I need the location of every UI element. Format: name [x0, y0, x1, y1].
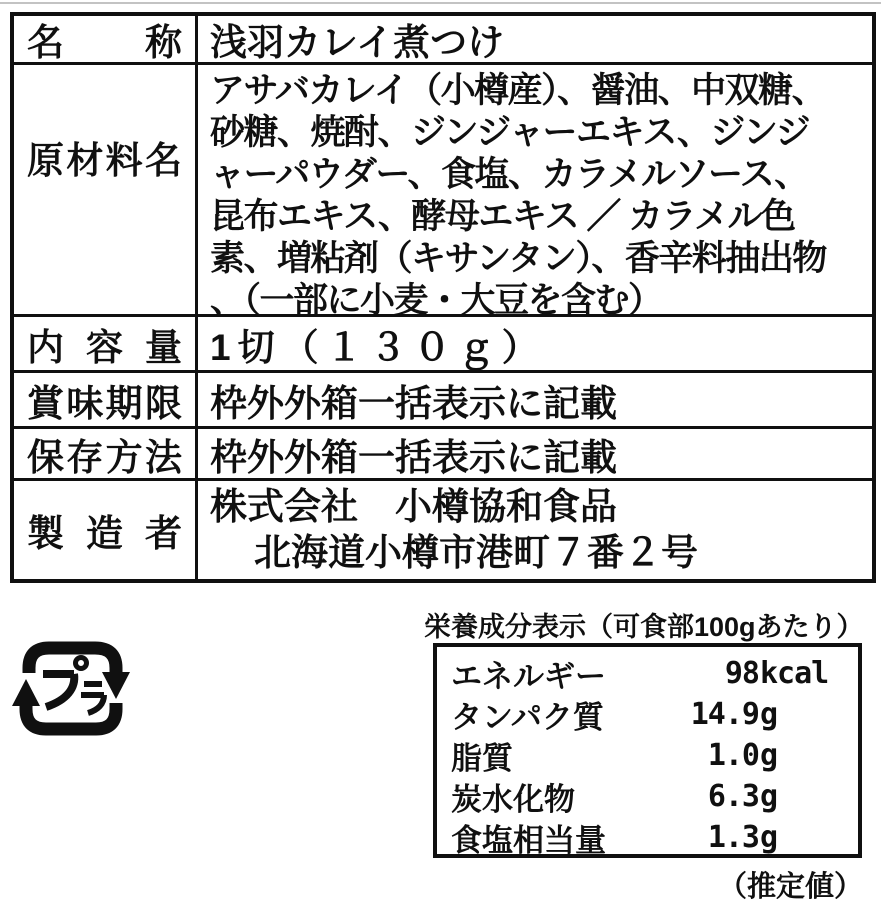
row-value-best-before	[198, 373, 872, 426]
row-header-storage	[14, 429, 198, 478]
row-header-manufacturer	[14, 481, 198, 579]
nutrition-title: 栄養成分表示（可食部100gあたり）	[424, 612, 864, 642]
row-header-label: 賞味期限	[27, 382, 182, 424]
ingredients-line: 素、増粘剤（キサンタン）、香辛料抽出物	[210, 239, 826, 278]
nutrient-label: 脂質	[451, 741, 513, 776]
nutrition-row-salt	[437, 817, 858, 858]
nutrition-row-protein	[437, 694, 858, 735]
nutrition-estimated-note: （推定値）	[717, 871, 863, 903]
storage-text: 枠外外箱一括表示に記載	[210, 436, 617, 478]
nutrition-row-energy	[437, 653, 858, 694]
row-header-label: 名称	[27, 22, 182, 63]
table-row-best-before	[14, 370, 872, 426]
row-header-best-before	[14, 373, 198, 426]
nutrient-unit: g	[760, 697, 778, 732]
row-header-label: 原材料名	[27, 139, 182, 181]
nutrient-unit: g	[760, 779, 778, 814]
row-value-storage	[198, 429, 872, 478]
nutrient-label: 食塩相当量	[451, 823, 606, 858]
nutrient-unit: kcal	[760, 656, 829, 691]
nutrient-value: 1.0	[707, 738, 759, 773]
row-header-label: 製造者	[27, 513, 182, 554]
nutrition-row-fat	[437, 735, 858, 776]
row-value-ingredients	[198, 65, 872, 320]
best-before-text: 枠外外箱一括表示に記載	[210, 382, 617, 424]
ingredients-line: 砂糖、焼酎、ジンジャーエキス、ジンジ	[210, 113, 810, 152]
nutrient-unit: g	[760, 738, 778, 773]
nutrition-table	[433, 643, 862, 858]
nutrient-label: 炭水化物	[451, 782, 575, 817]
row-header-label: 内容量	[27, 326, 182, 368]
manufacturer-name-text: 株式会社 小樽協和食品	[210, 486, 617, 527]
table-row-name	[14, 16, 872, 62]
manufacturer-address-text: 北海道小樽市港町７番２号	[254, 532, 698, 573]
ingredients-line: 、（一部に小麦・大豆を含む）	[210, 281, 662, 320]
table-row-manufacturer	[14, 478, 872, 579]
table-row-storage	[14, 426, 872, 478]
row-header-name	[14, 16, 198, 62]
nutrient-value: 98	[724, 656, 759, 691]
table-row-net-content	[14, 314, 872, 370]
nutrition-row-carbohydrate	[437, 776, 858, 817]
net-content-text: 1切（１３０ｇ）	[210, 326, 546, 368]
product-name-text: 浅羽カレイ煮つけ	[210, 22, 505, 63]
row-value-name	[198, 16, 872, 62]
row-header-ingredients	[14, 65, 198, 314]
product-spec-table	[10, 12, 876, 583]
plastic-recycling-pla-icon	[10, 637, 132, 741]
nutrient-unit: g	[760, 820, 778, 855]
row-value-net-content	[198, 317, 872, 370]
ingredients-line: ャーパウダー、食塩、カラメルソース、	[210, 155, 808, 194]
ingredients-line: アサバカレイ（小樽産）、醤油、中双糖、	[210, 71, 826, 110]
ingredients-line: 昆布エキス、酵母エキス ／ カラメル色	[210, 197, 795, 236]
row-header-label: 保存方法	[27, 436, 182, 478]
nutrient-value: 6.3	[707, 779, 759, 814]
nutrient-label: エネルギー	[451, 659, 606, 694]
nutrient-value: 14.9	[690, 697, 759, 732]
nutrient-value: 1.3	[707, 820, 759, 855]
label-cut-edge-line	[0, 2, 881, 4]
nutrient-label: タンパク質	[451, 700, 604, 735]
row-value-manufacturer	[198, 481, 872, 579]
row-header-net-content	[14, 317, 198, 370]
table-row-ingredients	[14, 62, 872, 320]
